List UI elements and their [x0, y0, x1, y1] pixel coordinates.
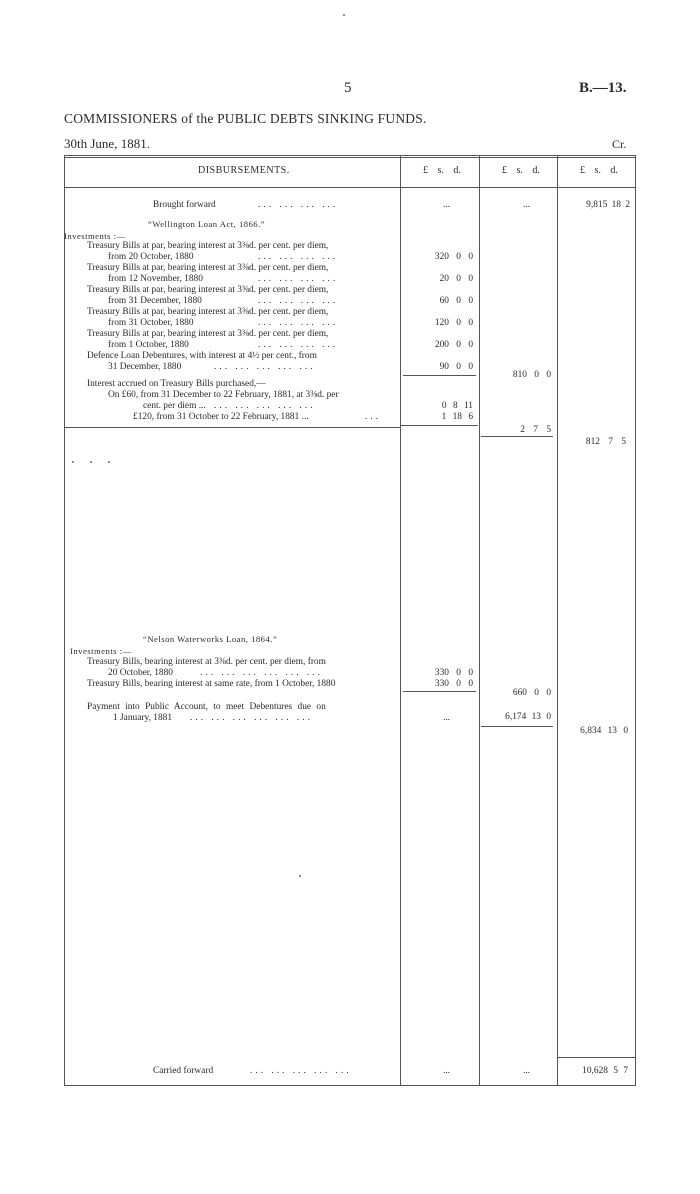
item-line: from 12 November, 1880: [108, 274, 203, 284]
interest-amount: 1 18 6: [441, 412, 473, 422]
subtotal-rule: [481, 436, 553, 437]
item-line: Treasury Bills at par, bearing interest at 3⅜d. per cent. per diem,: [87, 329, 329, 339]
interest-amount: 0 8 11: [441, 401, 473, 411]
carried-forward-col1: ...: [442, 1066, 450, 1076]
brought-forward-label: Brought forward: [153, 200, 216, 210]
brought-forward-col2: ...: [522, 200, 530, 210]
item-line: 31 December, 1880: [108, 362, 182, 372]
item-line: Treasury Bills at par, bearing interest at 3⅜d. per cent. per diem,: [87, 263, 329, 273]
item-line: Treasury Bills at par, bearing interest at 3⅜d. per cent. per diem,: [87, 241, 329, 251]
item-line: Treasury Bills at par, bearing interest at 3⅜d. per cent. per diem,: [87, 285, 329, 295]
payment-line: 1 January, 1881: [113, 713, 173, 723]
leader-dots: ... ... ... ...: [258, 318, 339, 328]
currency-header-2: £ s. d.: [502, 165, 540, 176]
leader-dots: ...: [365, 412, 382, 422]
payment-line: Payment into Public Account, to meet Debentures due on: [87, 702, 326, 712]
table-left-border: [64, 155, 65, 1086]
total-rule: [557, 1057, 635, 1058]
speck: [108, 461, 110, 463]
column-rule-1: [400, 155, 401, 1086]
disbursements-column-header: DISBURSEMENTS.: [198, 165, 290, 176]
item-line: from 1 October, 1880: [108, 340, 189, 350]
nelson-item-line: Treasury Bills, bearing interest at 3⅜d. per cent. per diem, from: [87, 657, 326, 667]
brought-forward-total: 9,815 18 2: [586, 200, 630, 210]
leader-dots: ... ... ... ...: [258, 252, 339, 262]
subtotal-rule: [481, 726, 553, 727]
interest-line: cent. per diem ...: [143, 401, 206, 411]
payment-col1: ...: [442, 713, 450, 723]
nelson-item-amount: 330 0 0: [434, 679, 473, 689]
currency-header-1: £ s. d.: [423, 165, 461, 176]
column-rule-3: [557, 155, 558, 1086]
interest-line: On £60, from 31 December to 22 February, 1881, at 3⅜d. per: [108, 390, 339, 400]
speck: [299, 875, 301, 877]
currency-header-3: £ s. d.: [580, 165, 618, 176]
leader-dots: ... ... ... ...: [258, 296, 339, 306]
subtotal-rule: [403, 691, 476, 692]
section-rule: [64, 427, 400, 428]
wellington-investments-total: 810 0 0: [512, 370, 551, 380]
leader-dots: ... ... ... ...: [258, 274, 339, 284]
item-line: from 20 October, 1880: [108, 252, 194, 262]
speck: [72, 461, 74, 463]
nelson-heading: “Nelson Waterworks Loan, 1864.”: [143, 634, 278, 644]
speck: [343, 14, 345, 16]
carried-forward-total: 10,628 5 7: [582, 1066, 628, 1076]
leader-dots: ... ... ... ... ... ...: [200, 668, 323, 678]
page-number: 5: [344, 80, 352, 96]
table-right-border: [635, 155, 636, 1086]
carried-forward-col2: ...: [522, 1066, 530, 1076]
nelson-section-total: 6,834 13 0: [580, 726, 628, 736]
item-amount: 20 0 0: [439, 274, 473, 284]
leader-dots: ... ... ... ... ... ...: [190, 713, 313, 723]
item-amount: 200 0 0: [434, 340, 473, 350]
carried-forward-label: Carried forward: [153, 1066, 214, 1076]
item-line: Treasury Bills at par, bearing interest at 3⅜d. per cent. per diem,: [87, 307, 329, 317]
item-amount: 90 0 0: [439, 362, 473, 372]
leader-dots: ... ... ... ...: [258, 200, 339, 210]
document-date: 30th June, 1881.: [64, 136, 150, 151]
item-amount: 320 0 0: [434, 252, 473, 262]
leader-dots: ... ... ... ... ...: [214, 401, 316, 411]
header-bottom-rule: [64, 187, 636, 188]
interest-line: £120, from 31 October to 22 February, 1881 ...: [133, 412, 309, 422]
table-top-rule-inner: [64, 157, 636, 158]
subtotal-rule: [403, 375, 476, 376]
leader-dots: ... ... ... ...: [258, 340, 339, 350]
brought-forward-col1: ...: [442, 200, 450, 210]
wellington-investments-label: Investments :—: [64, 231, 126, 241]
document-title: COMMISSIONERS of the PUBLIC DEBTS SINKING FUNDS.: [64, 111, 427, 126]
item-line: from 31 December, 1880: [108, 296, 202, 306]
table-top-rule: [64, 155, 636, 156]
item-amount: 120 0 0: [434, 318, 473, 328]
credit-side-label: Cr.: [612, 137, 627, 151]
wellington-heading: “Wellington Loan Act, 1866.”: [148, 219, 266, 229]
nelson-investments-label: Investments :—: [70, 646, 132, 656]
nelson-item-line: 20 October, 1880: [108, 668, 173, 678]
item-line: from 31 October, 1880: [108, 318, 194, 328]
document-reference: B.—13.: [579, 80, 627, 96]
nelson-item-amount: 330 0 0: [434, 668, 473, 678]
nelson-investments-total: 660 0 0: [512, 688, 551, 698]
item-amount: 60 0 0: [439, 296, 473, 306]
wellington-section-total: 812 7 5: [585, 437, 626, 447]
speck: [90, 461, 92, 463]
item-line: Defence Loan Debentures, with interest at 4½ per cent., from: [87, 351, 317, 361]
payment-amount: 6,174 13 0: [505, 712, 551, 722]
table-bottom-rule: [64, 1085, 636, 1086]
wellington-interest-total: 2 7 5: [520, 425, 551, 435]
interest-rule: [400, 425, 478, 426]
nelson-item-line: Treasury Bills, bearing interest at same rate, from 1 October, 1880: [87, 679, 336, 689]
column-rule-2: [479, 155, 480, 1086]
leader-dots: ... ... ... ... ...: [250, 1066, 352, 1076]
leader-dots: ... ... ... ... ...: [214, 362, 316, 372]
interest-heading: Interest accrued on Treasury Bills purchased,—: [87, 379, 266, 389]
